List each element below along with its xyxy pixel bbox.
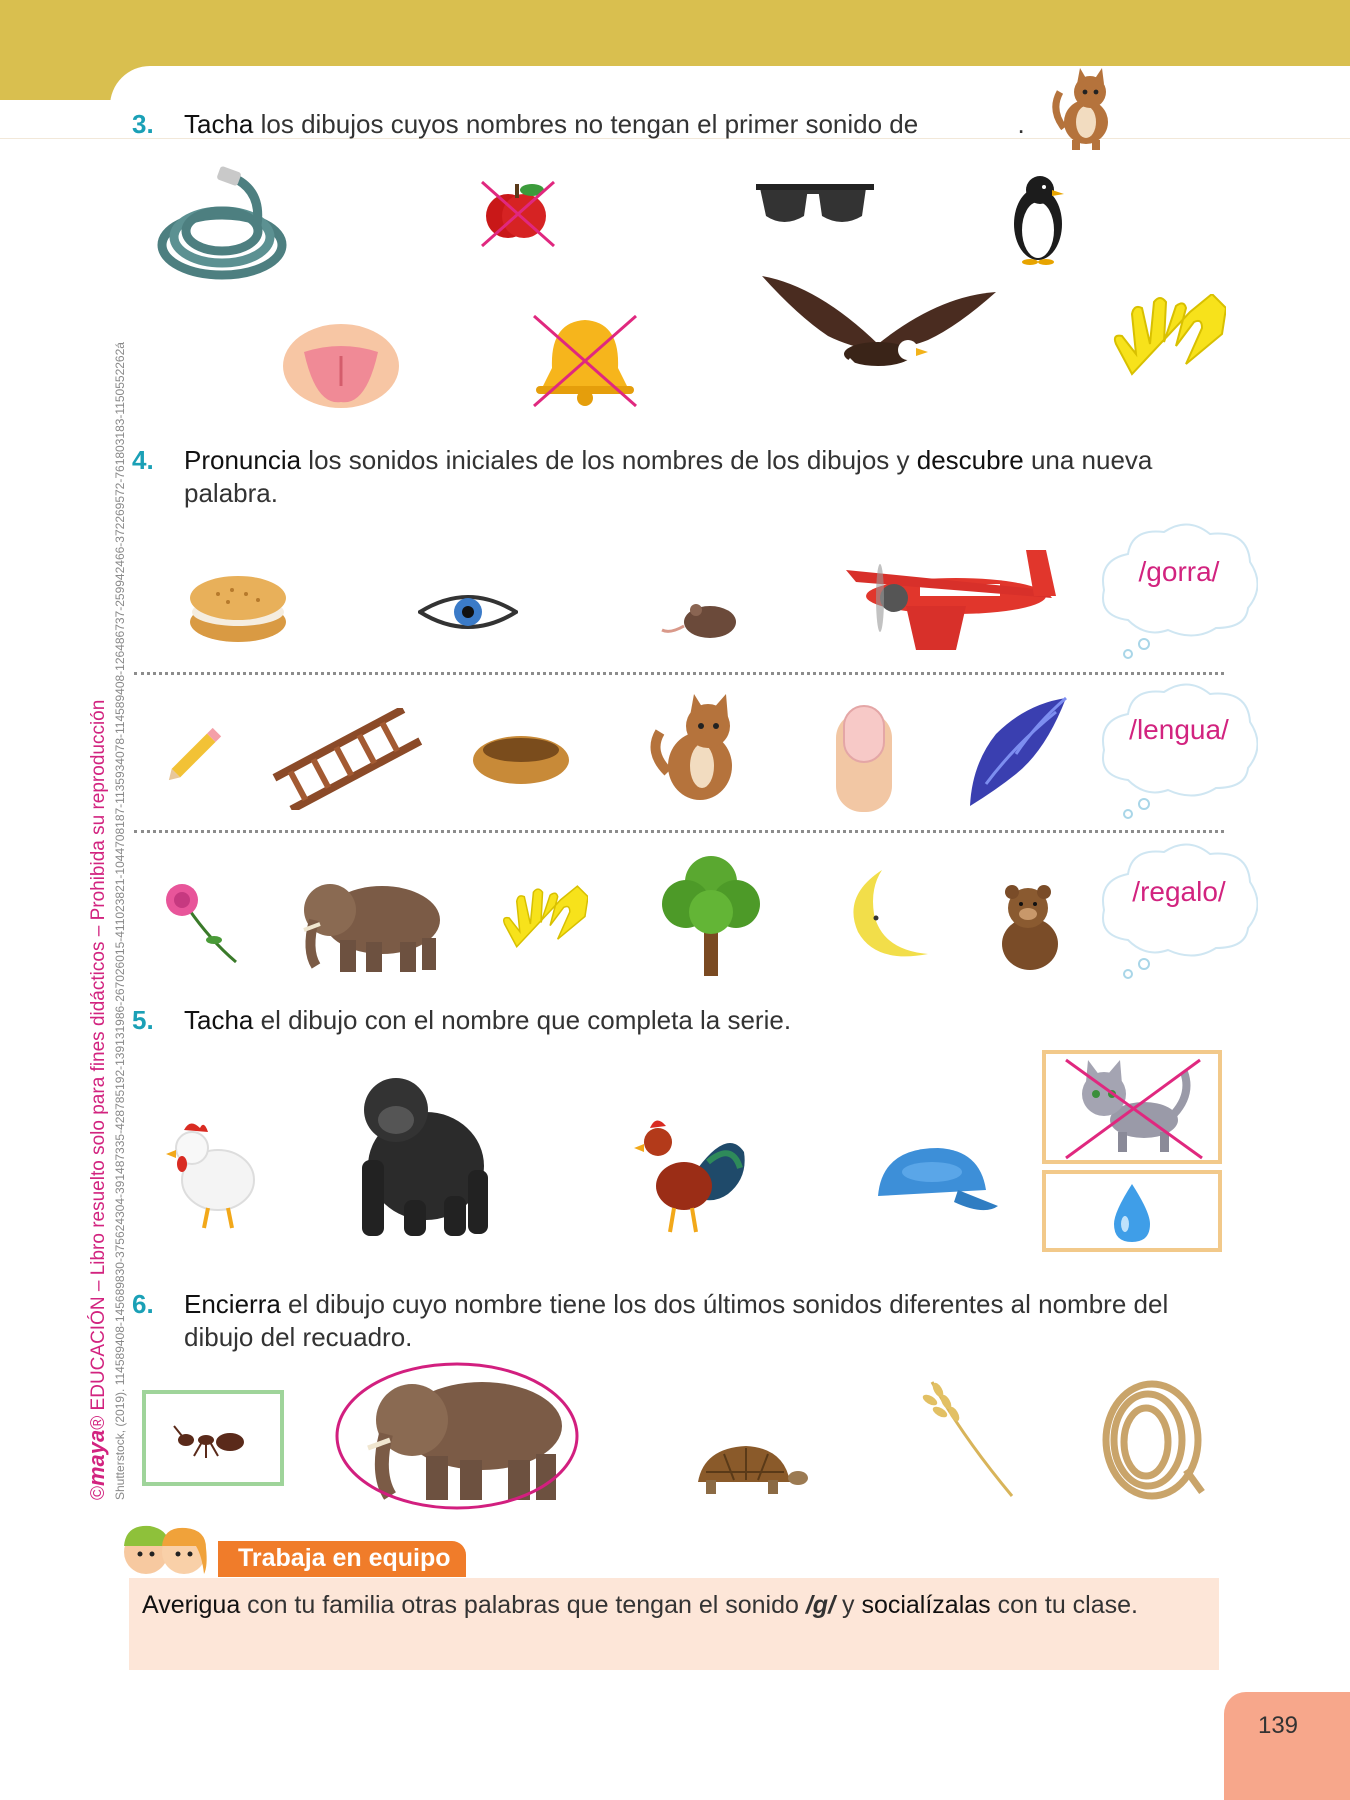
instruction-text: los dibujos cuyos nombres no tengan el primer sonido de — [253, 109, 926, 139]
team-work-tab — [218, 1541, 466, 1577]
cap-icon — [868, 1144, 1000, 1218]
cookie-icon — [188, 572, 288, 646]
answer-lengua: /lengua/ — [1129, 714, 1229, 745]
instruction-verb: Tacha — [184, 1005, 254, 1035]
question-text — [184, 1288, 1214, 1354]
bear-icon — [994, 882, 1064, 972]
instruction-verb: Pronuncia — [184, 445, 302, 475]
instruction-verb: Encierra — [184, 1289, 281, 1319]
question-text — [184, 1004, 1214, 1037]
eye-icon — [418, 588, 518, 636]
tree-icon — [658, 852, 764, 976]
thought-cloud — [1098, 520, 1258, 660]
question-number: 4. — [132, 445, 154, 475]
eagle-icon — [758, 276, 998, 408]
hen-icon — [158, 1108, 260, 1232]
team-work-title: Trabaja en equipo — [238, 1544, 451, 1572]
question-5 — [132, 1004, 1232, 1044]
instruction-text: los sonidos iniciales de los nombres de los dibujos y — [301, 445, 917, 475]
rope-icon — [1098, 1378, 1208, 1502]
instruction-verb: Averigua — [142, 1591, 241, 1619]
page-number: 139 — [1257, 1712, 1299, 1739]
cat-icon — [1050, 62, 1124, 150]
fingernail-icon — [834, 702, 894, 812]
cross-mark — [1046, 1054, 1220, 1162]
thought-cloud — [1098, 680, 1258, 820]
ant-icon — [172, 1422, 252, 1462]
tongue-icon — [282, 322, 400, 410]
question-text — [184, 444, 1214, 510]
side-credit-line1: ©maya® EDUCACIÓN – Libro resuelto solo para fines didácticos – Prohibida su reproducción — [84, 699, 109, 1500]
instruction-period: . — [1017, 109, 1025, 139]
instruction-verb: Tacha — [184, 109, 254, 139]
cross-mark — [478, 178, 558, 250]
pencil-icon — [158, 718, 232, 790]
water-drop-icon — [1110, 1182, 1154, 1244]
answer-regalo: /regalo/ — [1132, 876, 1226, 907]
instruction-text: con tu clase. — [990, 1591, 1138, 1619]
rooster-icon — [628, 1108, 748, 1236]
glove-icon — [1102, 294, 1226, 394]
instruction-verb: socialízalas — [861, 1591, 991, 1619]
sunglasses-icon — [756, 176, 876, 236]
target-sound: /g/ — [805, 1591, 836, 1619]
team-work-text — [142, 1590, 1202, 1620]
page-number-tab — [1224, 1692, 1350, 1800]
elephant-icon — [296, 870, 446, 974]
instruction-text: y — [835, 1591, 862, 1619]
question-number: 3. — [132, 109, 154, 139]
circle-mark — [334, 1360, 580, 1512]
question-6 — [132, 1288, 1232, 1358]
row-divider — [134, 672, 1224, 675]
airplane-icon — [846, 540, 1068, 656]
rat-icon — [660, 590, 748, 640]
question-number: 6. — [132, 1289, 154, 1319]
instruction-text: una nueva palabra. — [184, 445, 1153, 508]
rose-icon — [160, 880, 240, 966]
gorilla-icon — [346, 1070, 496, 1240]
moon-icon — [848, 866, 932, 962]
hose-icon — [152, 165, 292, 283]
wheat-icon — [922, 1376, 1016, 1500]
glove-icon — [494, 884, 588, 964]
instruction-text: el dibujo cuyo nombre tiene los dos últimos sonidos diferentes al nombre del dibujo del recuadro. — [184, 1289, 1169, 1352]
cat-icon — [646, 692, 750, 808]
instruction-text: con tu familia otras palabras que tengan el sonido — [240, 1591, 806, 1619]
nest-icon — [470, 728, 572, 786]
row-divider — [134, 830, 1224, 833]
instruction-text: el dibujo con el nombre que completa la serie. — [253, 1005, 792, 1035]
answer-gorra: /gorra/ — [1138, 556, 1220, 587]
thought-cloud — [1098, 840, 1258, 980]
side-credit-text: EDUCACIÓN – Libro resuelto solo para fines didácticos – Prohibida su reproducción — [88, 699, 109, 1411]
ladder-icon — [268, 708, 424, 810]
side-credit-line2: Shutterstock, (2019). 114589408-145689830-375624304-391487335-428785192-139131986-267026015-411023821-1044708187-1135934078-114589408-126486737-259942466-372269572-761803183-1150552262á — [113, 342, 127, 1500]
penguin-icon — [1000, 170, 1076, 266]
question-number: 5. — [132, 1005, 154, 1035]
brand-logo-text: maya — [84, 1429, 109, 1486]
turtle-icon — [684, 1442, 808, 1498]
wing-icon — [966, 694, 1072, 810]
instruction-verb: descubre — [916, 445, 1024, 475]
question-4 — [132, 444, 1232, 514]
children-icon — [112, 1516, 222, 1580]
cross-mark — [530, 312, 640, 410]
